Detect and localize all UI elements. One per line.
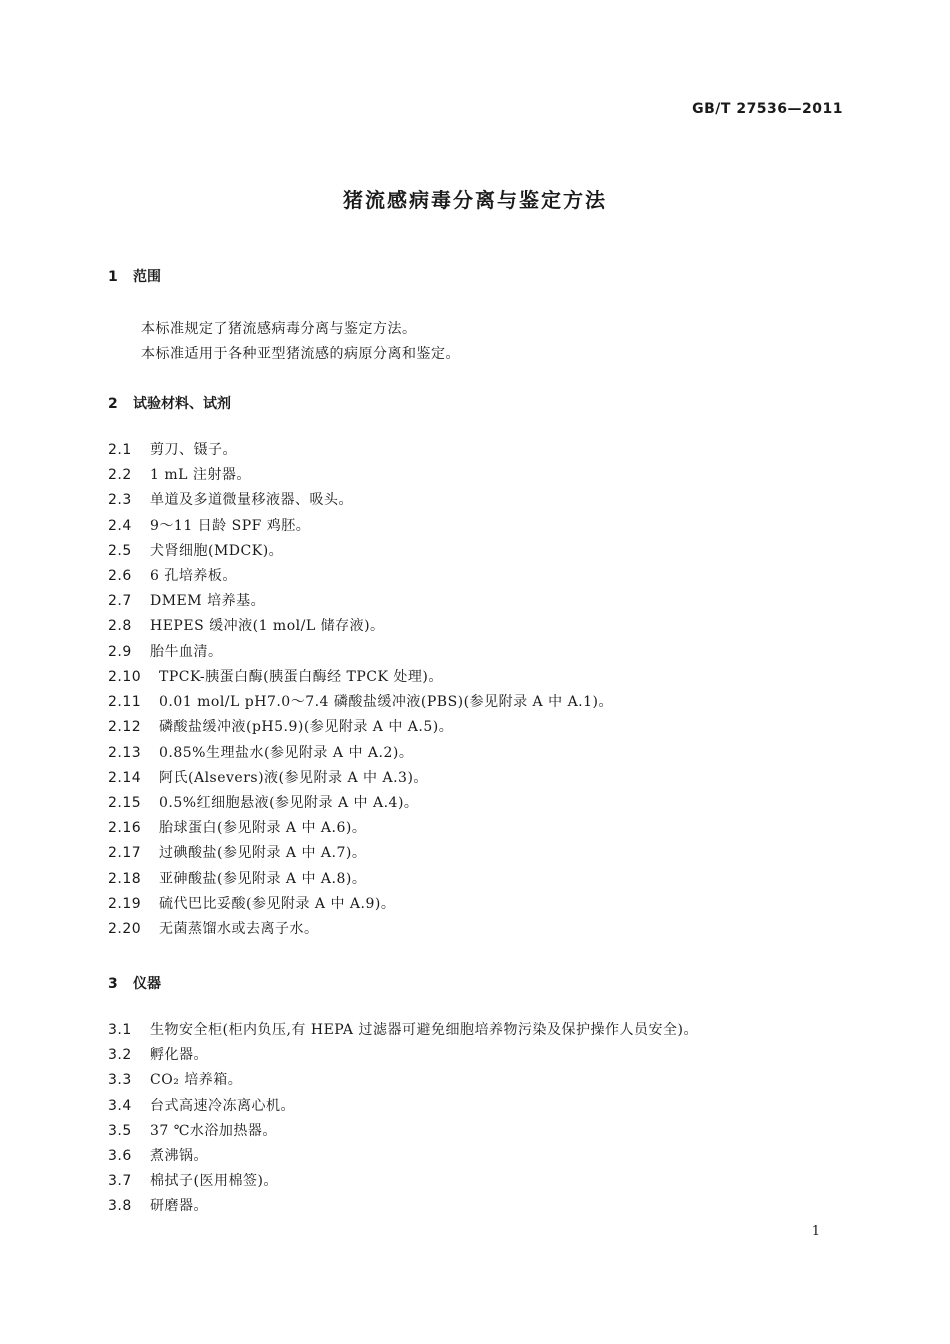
item-number: 2.17	[108, 845, 142, 862]
item-number: 2.15	[108, 794, 142, 811]
section-number: 3	[108, 976, 118, 992]
item-number: 2.13	[108, 744, 142, 761]
item-text: 孵化器。	[150, 1047, 208, 1064]
item-text: 阿氏(Alsevers)液(参见附录 A 中 A.3)。	[159, 769, 428, 786]
standard-code: GB/T 27536—2011	[692, 101, 843, 117]
list-item	[108, 766, 613, 791]
item-text: 台式高速冷冻离心机。	[150, 1097, 295, 1114]
item-number: 3.5	[108, 1122, 132, 1139]
materials-list-b	[108, 665, 613, 942]
list-item	[108, 1043, 698, 1068]
list-item	[108, 867, 613, 892]
list-item	[108, 1094, 698, 1119]
section-title: 仪器	[133, 976, 161, 992]
item-number: 3.6	[108, 1147, 132, 1164]
list-item	[108, 791, 613, 816]
item-number: 2.7	[108, 593, 132, 610]
item-number: 2.19	[108, 895, 142, 912]
item-text: 0.5%红细胞悬液(参见附录 A 中 A.4)。	[159, 794, 419, 811]
item-number: 2.20	[108, 920, 142, 937]
list-item	[108, 539, 385, 564]
item-number: 2.5	[108, 542, 132, 559]
list-item	[108, 841, 613, 866]
item-text: 6 孔培养板。	[150, 567, 237, 584]
item-text: DMEM 培养基。	[150, 593, 266, 610]
item-text: 单道及多道微量移液器、吸头。	[150, 492, 353, 509]
list-item	[108, 665, 613, 690]
item-number: 2.11	[108, 694, 142, 711]
section-3-heading	[108, 973, 161, 993]
item-text: 胎牛血清。	[150, 643, 223, 660]
item-text: 胎球蛋白(参见附录 A 中 A.6)。	[159, 820, 367, 837]
list-item	[108, 690, 613, 715]
item-text: 过碘酸盐(参见附录 A 中 A.7)。	[159, 845, 367, 862]
list-item	[108, 917, 613, 942]
item-number: 3.2	[108, 1047, 132, 1064]
item-number: 2.4	[108, 517, 132, 534]
item-text: 棉拭子(医用棉签)。	[150, 1173, 278, 1190]
item-text: 煮沸锅。	[150, 1147, 208, 1164]
item-text: 9～11 日龄 SPF 鸡胚。	[150, 517, 311, 534]
section-2-heading	[108, 393, 231, 413]
item-text: 犬肾细胞(MDCK)。	[150, 542, 284, 559]
list-item	[108, 715, 613, 740]
item-text: 无菌蒸馏水或去离子水。	[159, 920, 319, 937]
section-title: 试验材料、试剂	[133, 396, 231, 412]
list-item	[108, 564, 385, 589]
item-number: 2.3	[108, 492, 132, 509]
list-item	[108, 463, 385, 488]
section-number: 2	[108, 396, 118, 412]
item-number: 2.9	[108, 643, 132, 660]
item-text: 0.85%生理盐水(参见附录 A 中 A.2)。	[159, 744, 414, 761]
item-number: 2.12	[108, 719, 142, 736]
item-text: 1 mL 注射器。	[150, 467, 251, 484]
item-text: HEPES 缓冲液(1 mol/L 储存液)。	[150, 618, 385, 635]
item-number: 2.16	[108, 820, 142, 837]
item-number: 3.7	[108, 1173, 132, 1190]
item-text: 研磨器。	[150, 1198, 208, 1215]
materials-list-a	[108, 438, 385, 665]
list-item	[108, 1119, 698, 1144]
item-number: 3.3	[108, 1072, 132, 1089]
section-title: 范围	[133, 269, 161, 285]
list-item	[108, 1144, 698, 1169]
item-text: 磷酸盐缓冲液(pH5.9)(参见附录 A 中 A.5)。	[159, 719, 454, 736]
item-text: 剪刀、镊子。	[150, 442, 237, 458]
scope-paragraph-2: 本标准适用于各种亚型猪流感的病原分离和鉴定。	[141, 346, 460, 362]
item-number: 2.1	[108, 442, 132, 458]
item-text: 硫代巴比妥酸(参见附录 A 中 A.9)。	[159, 895, 396, 912]
list-item	[108, 514, 385, 539]
page-number: 1	[811, 1224, 820, 1239]
list-item	[108, 614, 385, 639]
list-item	[108, 1068, 698, 1093]
item-text: 0.01 mol/L pH7.0～7.4 磷酸盐缓冲液(PBS)(参见附录 A 中 A.1)。	[159, 694, 613, 711]
item-number: 2.18	[108, 870, 142, 887]
list-item	[108, 1018, 698, 1043]
scope-paragraph-1: 本标准规定了猪流感病毒分离与鉴定方法。	[141, 321, 417, 337]
section-1-heading	[108, 266, 161, 286]
list-item	[108, 816, 613, 841]
item-text: CO₂ 培养箱。	[150, 1072, 243, 1089]
item-text: 37 ℃水浴加热器。	[150, 1122, 277, 1139]
item-text: 生物安全柜(柜内负压,有 HEPA 过滤器可避免细胞培养物污染及保护操作人员安全)。	[150, 1022, 698, 1038]
list-item	[108, 892, 613, 917]
item-number: 2.14	[108, 769, 142, 786]
list-item	[108, 438, 385, 463]
list-item	[108, 1194, 698, 1219]
item-text: 亚砷酸盐(参见附录 A 中 A.8)。	[159, 870, 367, 887]
item-number: 2.2	[108, 467, 132, 484]
document-title: 猪流感病毒分离与鉴定方法	[343, 188, 607, 212]
item-number: 3.8	[108, 1198, 132, 1215]
list-item	[108, 1169, 698, 1194]
list-item	[108, 488, 385, 513]
list-item	[108, 640, 385, 665]
instruments-list	[108, 1018, 698, 1220]
item-number: 2.10	[108, 669, 142, 685]
item-number: 3.4	[108, 1097, 132, 1114]
section-number: 1	[108, 269, 118, 285]
list-item	[108, 741, 613, 766]
item-number: 2.8	[108, 618, 132, 635]
list-item	[108, 589, 385, 614]
item-number: 2.6	[108, 567, 132, 584]
item-text: TPCK-胰蛋白酶(胰蛋白酶经 TPCK 处理)。	[159, 669, 443, 685]
item-number: 3.1	[108, 1022, 132, 1038]
